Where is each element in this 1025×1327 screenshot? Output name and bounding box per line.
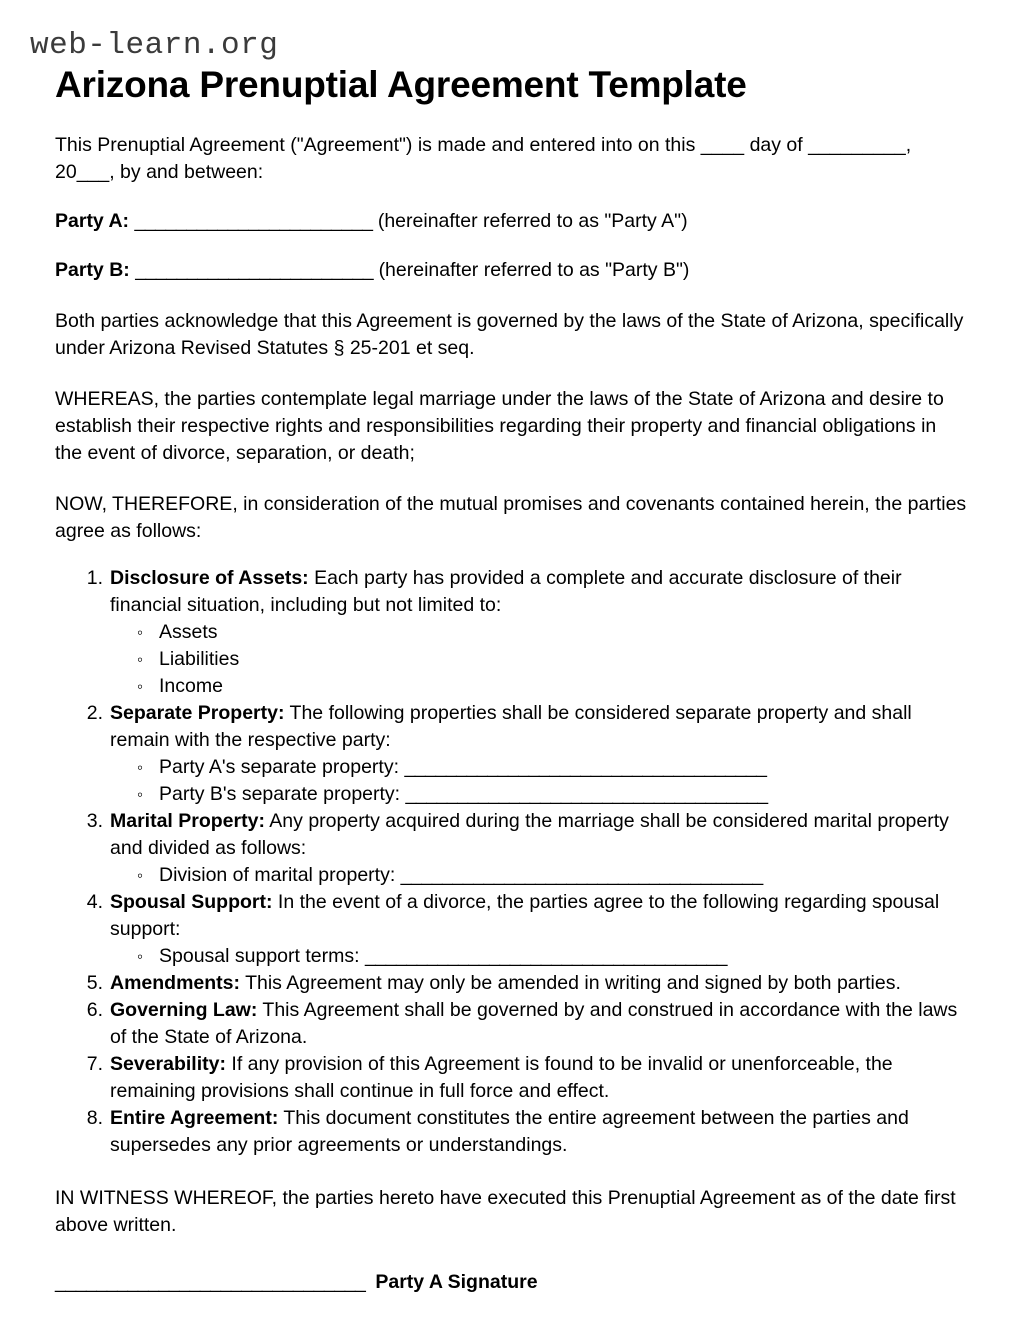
clause-subitem <box>135 862 970 889</box>
clause-item <box>55 808 970 889</box>
party-a-signature-label: Party A Signature <box>375 1271 538 1293</box>
party-a-label: Party A: <box>55 210 130 232</box>
clause-heading: Spousal Support: <box>110 891 273 913</box>
clause-text: Any property acquired during the marriage shall be considered marital property and divided as follows: <box>110 810 949 859</box>
clause-heading: Marital Property: <box>110 810 265 832</box>
site-watermark: web-learn.org <box>30 28 279 63</box>
clause-heading: Amendments: <box>110 972 241 994</box>
clause-subitem-label: Income <box>159 675 223 697</box>
clause-subitem-label: Liabilities <box>159 648 240 670</box>
clause-subitem-label: Spousal support terms: <box>159 945 365 967</box>
party-b-blank[interactable]: _______________________ <box>135 259 374 281</box>
clause-subitem-label: Party A's separate property: <box>159 756 405 778</box>
clause-heading: Entire Agreement: <box>110 1107 279 1129</box>
clause-heading: Severability: <box>110 1053 226 1075</box>
clause-subitem <box>135 754 970 781</box>
clause-item <box>55 700 970 808</box>
clause-item <box>55 565 970 700</box>
clause-sublist <box>110 943 970 970</box>
clause-subitem <box>135 781 970 808</box>
party-b-note: (hereinafter referred to as "Party B") <box>378 259 690 281</box>
party-a-note: (hereinafter referred to as "Party A") <box>377 210 688 232</box>
clause-sublist <box>110 619 970 700</box>
party-a-blank[interactable]: _______________________ <box>134 210 373 232</box>
clause-heading: Governing Law: <box>110 999 258 1021</box>
clause-item <box>55 997 970 1051</box>
clause-item <box>55 1051 970 1105</box>
clause-text: This document constitutes the entire agreement between the parties and supersedes any prior agreements or understandings. <box>110 1107 909 1156</box>
clause-item <box>55 970 970 997</box>
clause-heading: Disclosure of Assets: <box>110 567 309 589</box>
clause-subitem-label: Assets <box>159 621 218 643</box>
clause-heading: Separate Property: <box>110 702 285 724</box>
clause-subitem-label: Party B's separate property: <box>159 783 406 805</box>
clause-text: The following properties shall be considered separate property and shall remain with the respective party: <box>110 702 912 751</box>
clause-sublist <box>110 754 970 808</box>
party-a-signature-blank[interactable]: ______________________________ <box>55 1271 366 1293</box>
clause-text: If any provision of this Agreement is found to be invalid or unenforceable, the remaining provisions shall continue in full force and effect. <box>110 1053 893 1102</box>
clause-subitem <box>135 619 970 646</box>
clause-subitem-blank[interactable]: ___________________________________ <box>364 945 728 967</box>
clause-subitem-blank[interactable]: ___________________________________ <box>404 756 767 778</box>
clause-subitem <box>135 646 970 673</box>
witness-paragraph: IN WITNESS WHEREOF, the parties hereto have executed this Prenuptial Agreement as of the date first above written. <box>55 1187 956 1236</box>
clause-text: This Agreement shall be governed by and construed in accordance with the laws of the State of Arizona. <box>110 999 958 1048</box>
governing-law-paragraph: Both parties acknowledge that this Agreement is governed by the laws of the State of Arizona, specifically under Arizona Revised Statutes § 25-201 et seq. <box>55 310 964 359</box>
clause-subitem-label: Division of marital property: <box>159 864 401 886</box>
clause-item <box>55 889 970 970</box>
party-b-label: Party B: <box>55 259 130 281</box>
whereas-paragraph: WHEREAS, the parties contemplate legal marriage under the laws of the State of Arizona and desire to establish their respective rights and responsibilities regarding their property and financial obligations in the event of divorce, separation, or death; <box>55 388 944 464</box>
clause-list <box>55 545 970 1159</box>
signature-row <box>55 1239 970 1296</box>
clause-subitem <box>135 673 970 700</box>
clause-sublist <box>110 862 970 889</box>
clause-text: This Agreement may only be amended in writing and signed by both parties. <box>240 972 901 994</box>
party-a-line <box>55 186 970 235</box>
page-title: Arizona Prenuptial Agreement Template <box>55 64 747 105</box>
now-therefore-paragraph: NOW, THEREFORE, in consideration of the mutual promises and covenants contained herein, the parties agree as follows: <box>55 493 967 542</box>
clause-text: Each party has provided a complete and accurate disclosure of their financial situation, including but not limited to: <box>110 567 902 616</box>
clause-subitem <box>135 943 970 970</box>
clause-item <box>55 1105 970 1159</box>
intro-paragraph: This Prenuptial Agreement ("Agreement") is made and entered into on this ____ day of _________, 20___, by and between: <box>55 134 912 183</box>
party-b-line <box>55 235 970 284</box>
clause-text: In the event of a divorce, the parties agree to the following regarding spousal support: <box>110 891 940 940</box>
clause-subitem-blank[interactable]: ___________________________________ <box>405 783 768 805</box>
clause-subitem-blank[interactable]: ___________________________________ <box>400 864 763 886</box>
